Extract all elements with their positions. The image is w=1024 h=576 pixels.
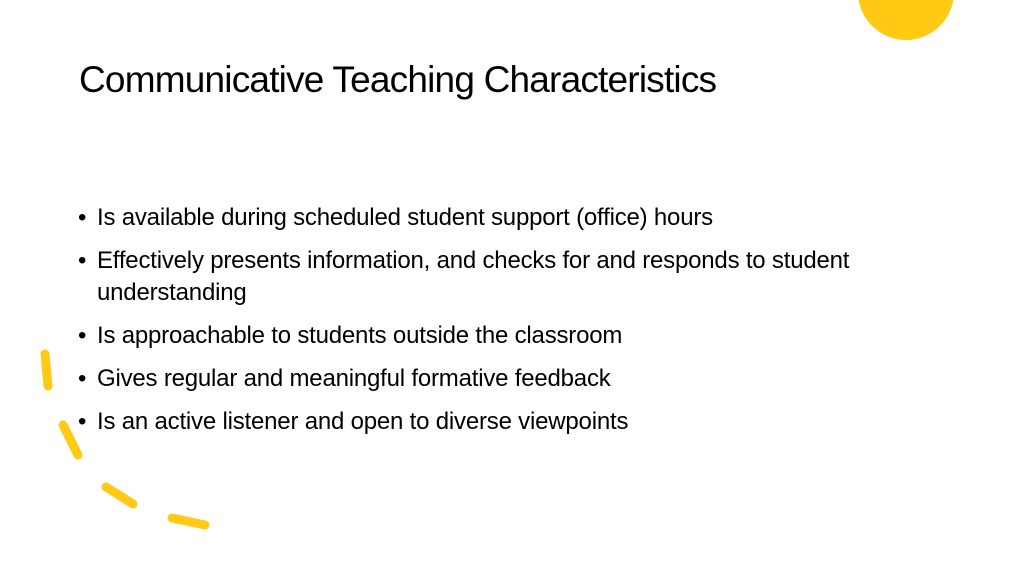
dash-segment (106, 487, 133, 504)
dash-segment (45, 354, 48, 386)
dashed-arc-decoration (0, 0, 260, 576)
bullet-item: • Is approachable to students outside the classroom (78, 320, 898, 352)
bullet-item: • Is an active listener and open to diverse viewpoints (78, 406, 898, 438)
bullet-item: • Gives regular and meaningful formative feedback (78, 363, 898, 395)
dash-segment (63, 425, 78, 455)
accent-circle-decoration (858, 0, 954, 40)
dash-segment (172, 518, 205, 525)
bullet-item: • Effectively presents information, and checks for and responds to student understanding (78, 245, 898, 309)
bullet-item: • Is available during scheduled student support (office) hours (78, 202, 898, 234)
slide-title: Communicative Teaching Characteristics (79, 59, 717, 100)
